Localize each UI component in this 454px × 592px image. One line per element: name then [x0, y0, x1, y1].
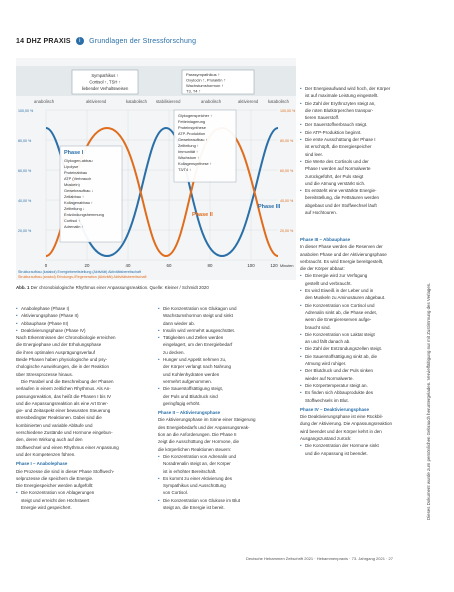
list-item: Glykogen-abbau	[64, 158, 93, 163]
bullet-item: • Die Zahl der Erythrozyten steigt an,	[300, 101, 424, 107]
bullet-continuation: und Kohlenhydraten werden	[163, 371, 220, 377]
list-item: Gewebeaufbau ↑	[178, 137, 208, 142]
paragraph-line: chologische Auswirkungen, die in der Reaktion	[16, 364, 110, 370]
y-right-tick: 40,00 %	[280, 199, 294, 203]
paragraph-line: stressbedingter Reaktionen. Dabei sind die	[16, 415, 102, 421]
bullet-continuation: Noradrenalin steigt an, der Körper	[163, 461, 231, 467]
bullet-item: • Die ATP-Produktion beginnt.	[300, 130, 424, 136]
bullet-item: • Es entsteht eine verstärkte Energie-	[300, 188, 424, 194]
y-right-tick: 20,00 %	[280, 229, 294, 233]
list-item: Fetteinlagerung	[178, 119, 206, 124]
phase-label: aktivierend	[238, 99, 259, 104]
bullet-item: • Es finden sich Abbauprodukte des	[300, 390, 424, 396]
list-item: Gewebeaufbau ↓	[64, 188, 94, 193]
bullet-continuation: den Muskeln zu Aminosäuren abgebaut.	[305, 295, 386, 301]
y-left-tick: 20,00 %	[18, 229, 32, 233]
phase-label: stabilisierend	[156, 99, 181, 104]
bullet-item: • Der Sauerstoffverbrauch steigt.	[300, 122, 424, 128]
phase-two-label: Phase II	[192, 212, 213, 218]
page-footer: Deutsche Hebammen Zeitschrift 2021 · Hebammenpraxis · 73. Jahrgang 2021 · 27	[246, 556, 393, 561]
bullet-item: • Anabolephase (Phase I)	[16, 306, 140, 312]
phase-three-label: Phase III	[258, 204, 281, 210]
section-heading: Phase III – Abbauphase	[300, 237, 351, 242]
text-column-right-top	[300, 86, 424, 217]
bullet-continuation: Sympathikus und Ausschüttung	[163, 483, 226, 489]
bullet-item: • Abbauphase (Phase III)	[16, 321, 140, 327]
paragraph-line: wird beendet und der Körper kehrt in den	[300, 428, 382, 434]
x-tick: 80	[207, 263, 213, 268]
phase-label: anabolisch	[201, 99, 222, 104]
box2-line: Parasympathikus ↑	[186, 72, 220, 77]
bullet-continuation: ist in erhöhter Bereitschaft.	[163, 468, 217, 474]
bullet-item: • Es kommt zu einer Aktivierung des	[158, 476, 282, 482]
bullet-item: • Die erste Ausschüttung der Phase I	[300, 137, 424, 143]
paragraph-line: gie- und Zeitaspekt einer bewussten Steuerung	[16, 408, 111, 414]
bullet-item: • Die Zahl der Entzündungszellen steigt.	[300, 346, 424, 352]
bullet-item: • Die Konzentration von Cortisol und	[300, 303, 424, 309]
bullet-continuation: eingelagert, um den Energiebedarf	[163, 342, 233, 348]
text-column-middle	[158, 306, 282, 512]
bullet-continuation: zurückgeführt, der Puls steigt	[305, 173, 364, 179]
text-column-left	[16, 306, 140, 512]
section-heading: Phase IV – Deaktivierungsphase	[300, 406, 370, 412]
bullet-continuation: steigt an, die Energie ist bereit.	[163, 505, 225, 511]
list-item: Wachstum ↑	[178, 155, 200, 160]
bullet-item: • Die Werte des Cortisols und der	[300, 159, 424, 165]
bullet-continuation: zu decken.	[163, 349, 185, 355]
list-item: Entzündungshemmung	[64, 212, 105, 217]
bullet-continuation: der Körper verlangt nach Nahrung	[163, 364, 232, 370]
bullet-item: • Die Sauerstoffsättigung sinkt ab, die	[300, 354, 424, 360]
bullet-continuation: Adrenalin sinkt ab, die Phase endet,	[305, 309, 378, 315]
bullet-continuation: wenn die Energiereserven aufge-	[305, 317, 372, 323]
list-item: Proteinabbau	[64, 170, 88, 175]
section-title: Grundlagen der Stressforschung	[89, 37, 197, 45]
bullet-continuation: Stoffwechsels im Blut.	[305, 397, 349, 403]
list-item: Glykogenspeicher ↑	[178, 113, 213, 118]
bullet-continuation: sind leer.	[305, 151, 324, 157]
y-right-tick: 100,00 %	[280, 109, 296, 113]
list-item: Proteinsynthese	[178, 125, 206, 130]
section-heading: Phase I – Anabolephase	[16, 461, 68, 467]
bullet-continuation: der Puls und Blutdruck sind	[163, 393, 218, 399]
paragraph-line: Ausgangszustand zurück:	[300, 436, 352, 442]
y-right-tick: 60,00 %	[280, 169, 294, 173]
paragraph-line: die der Körper abbaut:	[300, 266, 345, 272]
paragraph-line: verlaufen in einem zeitlichen Rhythmus. Als An-	[16, 386, 111, 392]
x-tick: 60	[166, 263, 172, 268]
page-number: 14	[16, 37, 25, 45]
bullet-item: • Die Körpertemperatur steigt an.	[300, 383, 424, 389]
paragraph-line: selprozesse die speichern die Energie.	[16, 475, 94, 481]
list-item: Zellteilung ↑	[178, 143, 199, 148]
list-item: Muskeln)	[64, 182, 80, 187]
bullet-item: • Die Energie wird zur Verfügung	[300, 273, 424, 279]
bullet-item: • Die Konzentration von Glukagon und	[158, 306, 282, 312]
paragraph-line: und die Anpassungsreaktion als eine Art Ener-	[16, 400, 109, 406]
y-right-tick: 80,00 %	[280, 139, 294, 143]
y-left-tick: 80,00 %	[18, 139, 32, 143]
x-tick: 0	[44, 263, 48, 268]
bullet-item: • Der Energieaufwand wird hoch, der Körper	[300, 86, 424, 92]
bullet-continuation: die roten Blutkörperchen transpor-	[305, 107, 374, 113]
box1-line: Sympathikus ↑	[91, 73, 119, 78]
bullet-continuation: auf Hochtouren.	[305, 210, 338, 216]
paragraph-line: verschiedene Zustände und Hormone eingebun-	[16, 430, 113, 436]
caption-text: Der chronobiologische Rhythmus einer Anpassungsreaktion. Quelle: Kleiner / Schmidt 2020	[30, 285, 209, 290]
bullet-item: • Hunger und Appetit nehmen zu,	[158, 357, 282, 363]
phase-label: katabolisch	[268, 99, 289, 104]
paragraph-line: Die Energiespeicher werden aufgefüllt:	[16, 483, 94, 489]
phase-label: anabolisch	[34, 99, 55, 104]
bullet-continuation: Wachstumshormon steigt und sinkt	[163, 313, 233, 319]
list-item: Adrenalin ↑	[64, 224, 84, 229]
list-item: Immunität ↑	[178, 149, 199, 154]
caption-label: Abb. 1	[16, 285, 30, 290]
bullet-continuation: braucht sind.	[305, 324, 331, 330]
paragraph-line: Die Deaktivierungsphase ist eine Rückbil-	[300, 414, 384, 420]
paragraph-line: kombinierten und variable Abläufe und	[16, 422, 93, 428]
paragraph-line: verbraucht. Es wird Energie bereitgestellt,	[300, 258, 384, 264]
paragraph-line: die ihren optimalen Ausprägungsverlauf	[16, 349, 96, 355]
list-item: ATP (Verbrauch	[64, 176, 92, 181]
text-column-right	[300, 234, 424, 458]
bullet-continuation: dann wieder ab.	[163, 320, 196, 326]
box2-line: T3, T4 ↑	[186, 88, 201, 94]
page-header	[16, 37, 196, 45]
bullet-item: • Insulin wird vermehrt ausgeschüttet.	[158, 328, 282, 334]
bullet-continuation: und die Anpassung ist beendet.	[305, 450, 368, 456]
phase-label: aktivierend	[86, 99, 107, 104]
bullet-continuation: Atmung wird ruhiger.	[305, 361, 347, 367]
paragraph-line: Nach Erkenntnissen der Chronobiologie erreichen	[16, 335, 116, 341]
paragraph-line: passungsreaktion, das heißt die Phasen I bis IV	[16, 393, 112, 399]
bullet-item: • Die Konzentration von Ablagerungen	[16, 490, 140, 496]
section-heading: Phase II – Aktivierungsphase	[158, 410, 221, 416]
list-item: Zellteilung ↓	[64, 206, 85, 211]
x-tick: 120	[270, 263, 278, 268]
list-item: Lipolyse	[64, 164, 79, 169]
bullet-continuation: gestellt und verbraucht.	[305, 280, 352, 286]
bullet-continuation: bereitstellung, die Fettsäuren werden	[305, 195, 380, 201]
figure-caption	[16, 285, 296, 290]
bullet-item: • Aktivierungsphase (Phase II)	[16, 313, 140, 319]
paragraph-line: und der Kompetenzen führen.	[16, 451, 76, 457]
bullet-continuation: Phase I werden auf Normalwerte	[305, 166, 371, 172]
side-notice: Dieses Dokument wurde zum persönlichen Gebrauch heruntergeladen. Vervielfältigung nur mit Zustimmung des Verlages.	[426, 282, 431, 520]
box1-line: liebender Verhaltsweisen	[81, 86, 129, 91]
journal-name: DHZ PRAXIS	[26, 37, 71, 45]
bullet-continuation: wieder auf Normalwerte.	[305, 375, 354, 381]
bullet-item: • Die Konzentration von Glukose im Blut	[158, 498, 282, 504]
paragraph-line: des Energiebedarfs und der Anpassungsreak-	[158, 424, 250, 430]
bullet-item: • Die Konzentration von Adrenalin und	[158, 454, 282, 460]
bullet-continuation: Energie wird gespeichert.	[21, 505, 72, 511]
phase-label: katabolisch	[126, 99, 147, 104]
y-left-tick: 40,00 %	[18, 199, 32, 203]
paragraph-line: tion an die Anforderungen. Die Phase II	[158, 432, 237, 438]
info-icon: i	[76, 37, 84, 45]
paragraph-line: In dieser Phase werden die Reserven der	[300, 244, 383, 250]
paragraph-line: die Energiephase und der Erholungsphase	[16, 342, 102, 348]
bullet-item: • Deaktivierungsphase (Phase IV)	[16, 328, 140, 334]
bullet-continuation: vermehrt aufgenommen.	[163, 378, 213, 384]
bullet-item: • Die Sauerstoffsättigung steigt,	[158, 386, 282, 392]
paragraph-line: Die Parabel und die Beschreibung der Phasen	[21, 378, 114, 384]
bullet-continuation: von Cortisol.	[163, 490, 189, 496]
paragraph-line: über Stressprozesse hinaus.	[16, 371, 74, 377]
list-item: Zellabbau ↑	[64, 194, 85, 199]
paragraph-line: dung der Aktivierung. Die Anpassungsreaktion	[300, 421, 393, 427]
y-left-tick: 60,00 %	[18, 169, 32, 173]
paragraph-line: Stoffwechsel und einen Rhythmus einer Anpassung	[16, 444, 119, 450]
bullet-item: • Die Konzentration von Laktat steigt	[300, 332, 424, 338]
bullet-continuation: tieren Sauerstoff.	[305, 115, 340, 121]
x-tick: 40	[125, 263, 131, 268]
paragraph-line: die körperlichen Reaktionen steuern:	[158, 446, 232, 452]
bullet-continuation: ist erschöpft, die Energiespeicher	[305, 144, 372, 150]
paragraph-line: Die Aktivierungsphase im Sinne einer Steigerung	[158, 417, 256, 423]
paragraph-line: anabolen Phase und der Aktivierungsphase	[300, 251, 387, 257]
x-tick: 20	[84, 263, 90, 268]
x-tick: 100	[247, 263, 255, 268]
legend-line: Strukturaufbau (katabol) Energiebereitstellung (Aktivität) Aktivitätsbereitschaft	[18, 270, 142, 274]
figure-chronobiology	[16, 58, 296, 280]
list-item: Kollagenabbau ↑	[64, 200, 93, 205]
bullet-continuation: an und fällt danach ab.	[305, 339, 351, 345]
paragraph-line: Die Prozesse die sind in dieser Phase Stoffwech-	[16, 468, 115, 474]
list-item: T3/T4 ↑	[178, 167, 192, 172]
bullet-continuation: abgebaut und der Stoffwechsel läuft	[305, 202, 377, 208]
phase-one-label: Phase I	[64, 150, 84, 156]
bullet-item: • Tätigkeiten und Zellen werden	[158, 335, 282, 341]
bullet-item: • Es wird Eiweiß in der Leber und in	[300, 288, 424, 294]
bullet-item: • Der Blutdruck und der Puls sinken	[300, 368, 424, 374]
bullet-continuation: ist auf maximale Leistung eingestellt.	[305, 93, 379, 99]
bullet-continuation: steigt und erreicht den Höchstwert	[21, 497, 90, 503]
x-unit: Minuten	[280, 264, 294, 268]
bullet-continuation: geringfügig erhöht.	[163, 400, 201, 406]
paragraph-line: Beide Phasen haben physiologische und psy-	[16, 357, 108, 363]
bullet-item: • Die Konzentration der Hormone sinkt	[300, 443, 424, 449]
bullet-continuation: und die Atmung verstärkt sich.	[305, 180, 366, 186]
legend-line: Strukturaufbau (anabol) Erholungs-/Regeneration (Aktivität) Aktivitätsbereitschaft	[18, 275, 147, 279]
list-item: Kollagensynthese ↑	[178, 161, 212, 166]
list-item: ATP-Produktion	[178, 131, 206, 136]
box1-line: Cortisol ↑, TSH ↑	[89, 79, 121, 85]
y-left-tick: 100,00 %	[18, 109, 34, 113]
list-item: Cortisol ↑	[64, 218, 81, 223]
paragraph-line: zeigt die Ausschüttung der Hormone, die	[158, 439, 240, 445]
paragraph-line: den, deren Wirkung auch auf den	[16, 437, 83, 443]
box2-line: Oxytocin ↑, Prolaktin ↑	[186, 77, 226, 83]
box2-line: Wachstumshormon ↑	[186, 83, 224, 88]
